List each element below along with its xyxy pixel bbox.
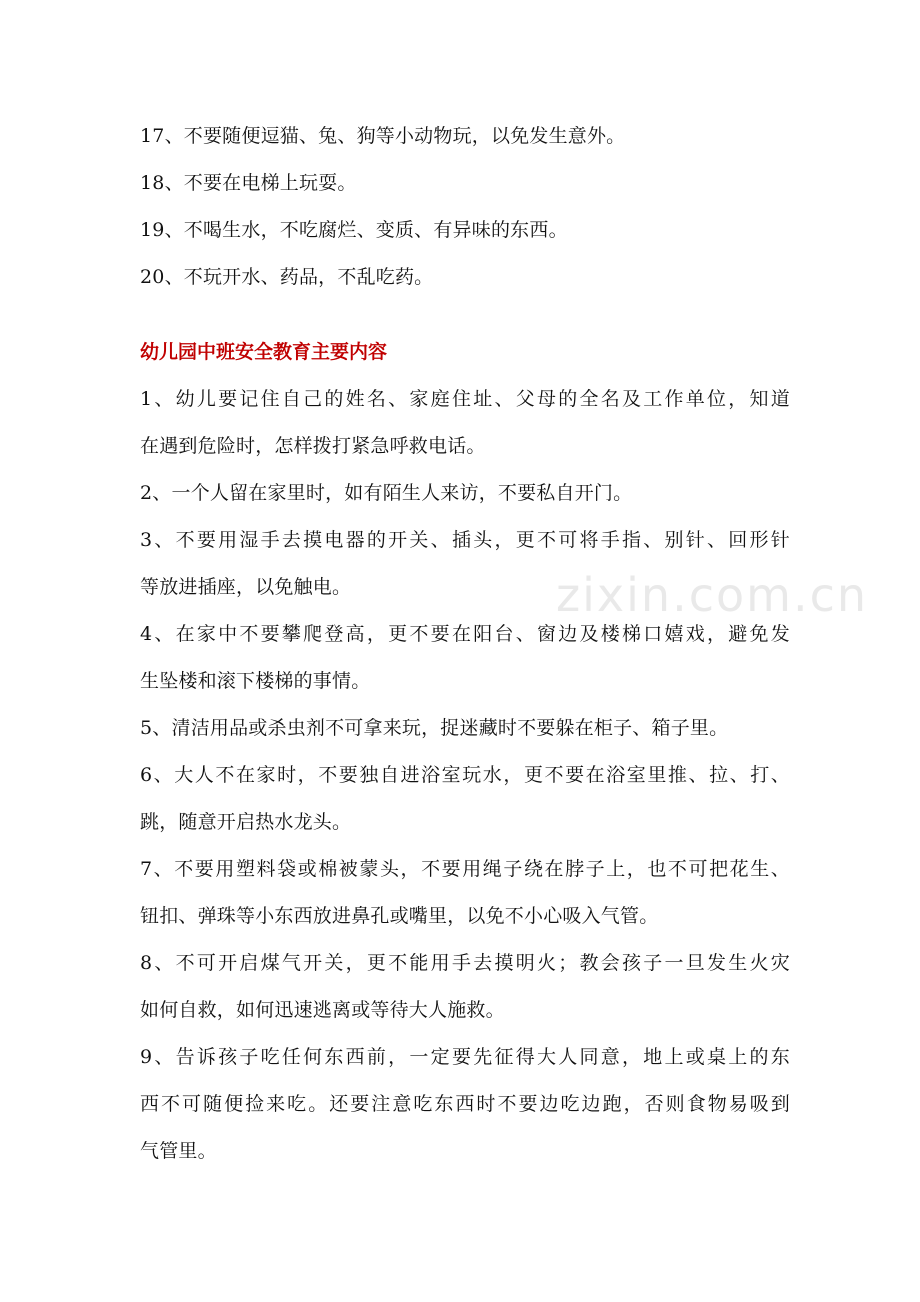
list-item-line: 7、不要用塑料袋或棉被蒙头，不要用绳子绕在脖子上，也不可把花生、: [140, 858, 790, 880]
rule-item: 17、不要随便逗猫、兔、狗等小动物玩，以免发生意外。: [140, 125, 626, 147]
section-heading: 幼儿园中班安全教育主要内容: [140, 341, 388, 363]
list-item-line: 等放进插座，以免触电。: [140, 576, 352, 598]
section-items: [140, 376, 790, 1175]
list-item: [140, 846, 790, 940]
list-item: [140, 611, 790, 705]
watermark: zixin.com.cn: [556, 568, 869, 622]
list-item-line: 生坠楼和滚下楼梯的事情。: [140, 670, 371, 692]
list-item-line: 气管里。: [140, 1140, 217, 1162]
top-rules-list: [140, 113, 790, 301]
rule-item: 18、不要在电梯上玩耍。: [140, 172, 357, 194]
list-item: [140, 705, 790, 752]
list-item: [140, 1034, 790, 1175]
list-item-line: 2、一个人留在家里时，如有陌生人来访，不要私自开门。: [140, 482, 633, 504]
list-item: [140, 470, 790, 517]
list-item: [140, 376, 790, 470]
document-page: [140, 113, 790, 1175]
rule-item: 20、不玩开水、药品，不乱吃药。: [140, 266, 434, 288]
list-item-line: 在遇到危险时，怎样拨打紧急呼救电话。: [140, 435, 486, 457]
rule-item: 19、不喝生水，不吃腐烂、变质、有异味的东西。: [140, 219, 568, 241]
list-item-line: 3、不要用湿手去摸电器的开关、插头，更不可将手指、别针、回形针: [140, 529, 790, 551]
list-item: [140, 517, 790, 611]
list-item-line: 6、大人不在家时，不要独自进浴室玩水，更不要在浴室里推、拉、打、: [140, 764, 790, 786]
list-item: [140, 752, 790, 846]
list-item-line: 如何自救，如何迅速逃离或等待大人施救。: [140, 999, 505, 1021]
list-item-line: 跳，随意开启热水龙头。: [140, 811, 352, 833]
list-item-line: 钮扣、弹珠等小东西放进鼻孔或嘴里，以免不小心吸入气管。: [140, 905, 659, 927]
list-item-line: 5、清洁用品或杀虫剂不可拿来玩，捉迷藏时不要躲在柜子、箱子里。: [140, 717, 729, 739]
list-item-line: 西不可随便捡来吃。还要注意吃东西时不要边吃边跑，否则食物易吸到: [140, 1093, 790, 1115]
list-item-line: 8、不可开启煤气开关，更不能用手去摸明火；教会孩子一旦发生火灾: [140, 952, 790, 974]
list-item-line: 4、在家中不要攀爬登高，更不要在阳台、窗边及楼梯口嬉戏，避免发: [140, 623, 790, 645]
list-item: [140, 940, 790, 1034]
list-item-line: 1、幼儿要记住自己的姓名、家庭住址、父母的全名及工作单位，知道: [140, 388, 790, 410]
list-item-line: 9、告诉孩子吃任何东西前，一定要先征得大人同意，地上或桌上的东: [140, 1046, 790, 1068]
